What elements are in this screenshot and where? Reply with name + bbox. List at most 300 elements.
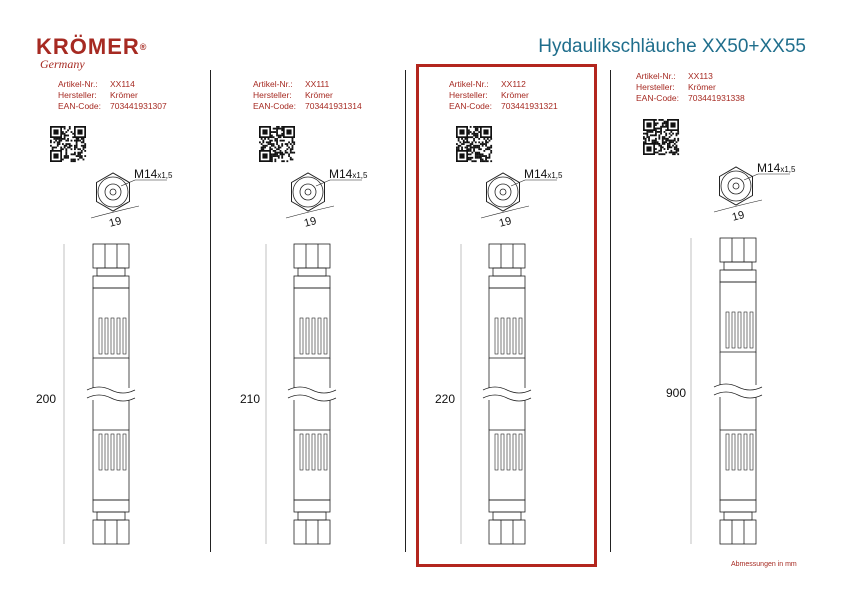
crimp-groove [117, 434, 120, 470]
qr-module [645, 138, 647, 140]
qr-module [281, 128, 283, 130]
qr-module [271, 145, 273, 147]
qr-module [278, 128, 280, 130]
qr-module [658, 128, 660, 130]
ean-value: 703441931321 [501, 101, 558, 111]
qr-module [652, 141, 654, 143]
qr-module [81, 141, 83, 143]
qr-module [643, 136, 645, 138]
bore-circle [305, 189, 311, 195]
qr-module [274, 153, 276, 155]
qr-module [77, 153, 79, 155]
qr-module [669, 133, 671, 135]
qr-module [81, 155, 83, 157]
qr-module [468, 141, 470, 143]
qr-module [268, 138, 270, 140]
qr-module [473, 150, 475, 152]
qr-module [489, 153, 491, 155]
qr-module [463, 143, 465, 145]
qr-module [50, 141, 52, 143]
qr-module [470, 147, 472, 149]
qr-finder [262, 129, 267, 134]
page-title: Hydaulikschläuche XX50+XX55 [538, 36, 806, 57]
qr-module [662, 143, 664, 145]
qr-module [482, 141, 484, 143]
break-line [483, 387, 531, 393]
qr-module [288, 147, 290, 149]
qr-module [280, 135, 282, 137]
qr-module [468, 150, 470, 152]
qr-module [643, 138, 645, 140]
qr-module [468, 136, 470, 138]
qr-module [71, 140, 73, 142]
qr-module [669, 152, 671, 154]
product-drawing-4 [691, 161, 796, 544]
qr-module [664, 153, 666, 155]
thread-pitch: x1,5 [547, 171, 563, 180]
qr-module [271, 140, 273, 142]
qr-module [468, 159, 470, 161]
qr-module [280, 128, 282, 130]
qr-module [473, 140, 475, 142]
qr-module [662, 138, 664, 140]
qr-finder [459, 129, 464, 134]
qr-module [487, 160, 489, 162]
crimp-groove [501, 434, 504, 470]
qr-module [482, 155, 484, 157]
qr-module [281, 133, 283, 135]
crimp-groove [495, 318, 498, 354]
qr-module [477, 153, 479, 155]
qr-module [292, 148, 294, 150]
qr-module [660, 146, 662, 148]
qr-finder [459, 153, 464, 158]
qr-module [482, 159, 484, 161]
qr-module [461, 138, 463, 140]
qr-module [665, 126, 667, 128]
qr-module [81, 145, 83, 147]
qr-module [276, 152, 278, 154]
brand-name: KRÖMER [36, 34, 140, 59]
qr-module [64, 136, 66, 138]
qr-module [655, 124, 657, 126]
qr-module [72, 160, 74, 162]
qr-module [64, 155, 66, 157]
qr-module [669, 141, 671, 143]
qr-module [278, 136, 280, 138]
qr-module [670, 131, 672, 133]
qr-module [471, 147, 473, 149]
crimp-groove [744, 312, 747, 348]
qr-module [71, 159, 73, 161]
qr-module [84, 150, 86, 152]
qr-module [264, 138, 266, 140]
qr-module [281, 135, 283, 137]
qr-module [485, 160, 487, 162]
qr-module [276, 155, 278, 157]
qr-module [664, 138, 666, 140]
qr-module [261, 148, 263, 150]
qr-module [77, 159, 79, 161]
qr-module [83, 145, 85, 147]
qr-module [292, 152, 294, 154]
qr-module [477, 152, 479, 154]
qr-module [477, 157, 479, 159]
qr-module [480, 153, 482, 155]
qr-module [660, 128, 662, 130]
qr-module [69, 143, 71, 145]
qr-module [276, 128, 278, 130]
qr-module [646, 134, 648, 136]
crimp-groove [324, 318, 327, 354]
qr-module [269, 147, 271, 149]
qr-module [292, 147, 294, 149]
qr-module [670, 150, 672, 152]
crimp-groove [123, 434, 126, 470]
qr-module [478, 131, 480, 133]
qr-module [57, 138, 59, 140]
qr-module [293, 152, 295, 154]
qr-module [283, 153, 285, 155]
qr-module [278, 145, 280, 147]
break-line [87, 387, 135, 393]
thread-pitch: x1,5 [352, 171, 368, 180]
qr-module [672, 133, 674, 135]
qr-module [278, 126, 280, 128]
ferrule-ring [720, 500, 756, 512]
qr-module [276, 153, 278, 155]
crimp-groove [318, 434, 321, 470]
qr-module [655, 129, 657, 131]
qr-module [276, 133, 278, 135]
qr-module [261, 143, 263, 145]
qr-module [676, 150, 678, 152]
crimp-groove [732, 312, 735, 348]
qr-module [281, 157, 283, 159]
qr-module [485, 155, 487, 157]
qr-module [292, 138, 294, 140]
manufacturer-value: Krömer [110, 90, 138, 100]
qr-module [71, 145, 73, 147]
qr-module [655, 141, 657, 143]
qr-module [74, 148, 76, 150]
qr-module [271, 159, 273, 161]
qr-module [456, 143, 458, 145]
qr-module [475, 147, 477, 149]
crimp-groove [495, 434, 498, 470]
qr-module [274, 128, 276, 130]
qr-module [60, 147, 62, 149]
qr-finder [77, 129, 82, 134]
crimp-groove [111, 434, 114, 470]
qr-module [77, 148, 79, 150]
ferrule-ring [93, 276, 129, 288]
qr-module [71, 153, 73, 155]
qr-module [478, 153, 480, 155]
qr-code [456, 126, 492, 162]
qr-module [655, 143, 657, 145]
qr-module [271, 153, 273, 155]
qr-module [665, 124, 667, 126]
qr-module [281, 153, 283, 155]
crimp-groove [738, 434, 741, 470]
qr-module [664, 136, 666, 138]
ean-label: EAN-Code: [253, 101, 296, 111]
crimp-groove [513, 434, 516, 470]
qr-code [643, 119, 679, 155]
qr-module [662, 136, 664, 138]
manufacturer-value: Krömer [501, 90, 529, 100]
qr-module [466, 148, 468, 150]
qr-module [658, 119, 660, 121]
wrench-size-label: 19 [497, 215, 513, 230]
qr-module [664, 131, 666, 133]
qr-module [286, 148, 288, 150]
registered-mark: ® [139, 42, 148, 52]
qr-finder [53, 129, 58, 134]
qr-module [62, 126, 64, 128]
qr-module [276, 131, 278, 133]
qr-module [285, 143, 287, 145]
qr-module [475, 136, 477, 138]
qr-module [269, 141, 271, 143]
qr-module [67, 138, 69, 140]
qr-module [261, 147, 263, 149]
qr-module [461, 148, 463, 150]
qr-module [280, 152, 282, 154]
qr-module [655, 152, 657, 154]
qr-module [665, 140, 667, 142]
crimp-groove [99, 318, 102, 354]
qr-code [50, 126, 86, 162]
qr-module [485, 148, 487, 150]
qr-module [648, 140, 650, 142]
manufacturer-label: Hersteller: [636, 82, 675, 92]
qr-module [269, 143, 271, 145]
thread-size: M14 [757, 161, 781, 175]
qr-module [662, 126, 664, 128]
qr-module [669, 140, 671, 142]
qr-module [466, 138, 468, 140]
crimp-groove [105, 434, 108, 470]
qr-module [84, 143, 86, 145]
qr-module [471, 136, 473, 138]
crimp-groove [744, 434, 747, 470]
qr-module [480, 148, 482, 150]
crimp-groove [105, 318, 108, 354]
qr-module [76, 138, 78, 140]
crimp-groove [306, 318, 309, 354]
qr-module [477, 129, 479, 131]
qr-module [74, 152, 76, 154]
qr-module [470, 126, 472, 128]
ferrule-ring [294, 500, 330, 512]
qr-module [269, 140, 271, 142]
qr-module [676, 141, 678, 143]
qr-module [485, 157, 487, 159]
qr-module [290, 143, 292, 145]
qr-module [466, 140, 468, 142]
crimp-groove [117, 318, 120, 354]
crimp-groove [738, 312, 741, 348]
qr-module [79, 157, 81, 159]
qr-module [83, 140, 85, 142]
qr-module [658, 131, 660, 133]
qr-module [65, 143, 67, 145]
qr-module [483, 138, 485, 140]
qr-module [83, 138, 85, 140]
ean-label: EAN-Code: [449, 101, 492, 111]
break-line [483, 395, 531, 401]
qr-module [477, 145, 479, 147]
qr-module [292, 159, 294, 161]
qr-module [653, 134, 655, 136]
qr-module [59, 143, 61, 145]
qr-module [274, 131, 276, 133]
qr-module [483, 150, 485, 152]
qr-module [660, 148, 662, 150]
qr-module [652, 131, 654, 133]
qr-module [660, 153, 662, 155]
qr-finder [262, 153, 267, 158]
qr-module [475, 135, 477, 137]
hose-hex-nut [720, 520, 756, 544]
hose-hex-nut [489, 244, 525, 268]
qr-module [470, 159, 472, 161]
qr-module [670, 134, 672, 136]
qr-module [477, 135, 479, 137]
qr-module [487, 141, 489, 143]
qr-module [50, 140, 52, 142]
qr-module [79, 152, 81, 154]
bore-circle [500, 189, 506, 195]
thread-circle [728, 178, 744, 194]
qr-module [262, 148, 264, 150]
break-line [714, 384, 762, 390]
nut-collar [298, 268, 326, 276]
qr-module [665, 121, 667, 123]
qr-module [489, 140, 491, 142]
qr-module [77, 152, 79, 154]
qr-module [290, 148, 292, 150]
qr-module [273, 153, 275, 155]
qr-module [478, 155, 480, 157]
qr-module [665, 141, 667, 143]
qr-module [84, 147, 86, 149]
qr-module [487, 147, 489, 149]
qr-module [60, 140, 62, 142]
qr-module [655, 138, 657, 140]
qr-module [79, 140, 81, 142]
qr-module [79, 153, 81, 155]
qr-module [458, 148, 460, 150]
qr-module [64, 126, 66, 128]
qr-module [653, 140, 655, 142]
qr-module [286, 145, 288, 147]
wrench-size-label: 19 [107, 215, 123, 230]
thread-label [329, 167, 368, 181]
qr-module [664, 141, 666, 143]
qr-module [461, 147, 463, 149]
product-drawing-2 [266, 167, 368, 544]
qr-module [55, 140, 57, 142]
qr-module [677, 150, 679, 152]
length-label: 900 [666, 386, 687, 400]
qr-module [655, 119, 657, 121]
qr-module [477, 128, 479, 130]
qr-module [271, 143, 273, 145]
qr-module [276, 141, 278, 143]
qr-module [664, 122, 666, 124]
qr-module [471, 133, 473, 135]
qr-module [660, 133, 662, 135]
qr-module [490, 150, 492, 152]
qr-module [62, 148, 64, 150]
qr-module [468, 153, 470, 155]
qr-module [463, 140, 465, 142]
qr-module [67, 135, 69, 137]
qr-finder [483, 129, 488, 134]
qr-module [662, 124, 664, 126]
nut-collar [97, 268, 125, 276]
qr-module [64, 157, 66, 159]
qr-module [477, 133, 479, 135]
qr-module [74, 140, 76, 142]
nut-collar [724, 262, 752, 270]
article-label: Artikel-Nr.: [253, 79, 293, 89]
qr-module [465, 138, 467, 140]
qr-module [276, 143, 278, 145]
qr-module [268, 141, 270, 143]
qr-module [64, 133, 66, 135]
article-number: XX113 [688, 71, 713, 81]
qr-module [478, 141, 480, 143]
qr-module [660, 150, 662, 152]
thread-circle [300, 184, 316, 200]
bore-circle [733, 183, 739, 189]
crimp-groove [99, 434, 102, 470]
qr-module [76, 147, 78, 149]
qr-module [658, 145, 660, 147]
nut-chamfer-circle [488, 177, 518, 207]
qr-module [477, 136, 479, 138]
qr-module [76, 155, 78, 157]
qr-module [483, 155, 485, 157]
hose-hex-nut [294, 244, 330, 268]
qr-module [657, 141, 659, 143]
qr-module [69, 145, 71, 147]
qr-module [655, 128, 657, 130]
length-label: 200 [36, 392, 57, 406]
qr-module [71, 160, 73, 162]
qr-module [281, 160, 283, 162]
nut-collar [298, 512, 326, 520]
ean-label: EAN-Code: [636, 93, 679, 103]
qr-module [65, 145, 67, 147]
qr-module [662, 146, 664, 148]
break-line [714, 392, 762, 398]
qr-module [67, 143, 69, 145]
qr-module [665, 129, 667, 131]
qr-module [79, 155, 81, 157]
qr-module [64, 145, 66, 147]
qr-module [471, 157, 473, 159]
nut-collar [493, 512, 521, 520]
qr-module [480, 159, 482, 161]
thread-pitch: x1,5 [157, 171, 173, 180]
qr-module [470, 150, 472, 152]
qr-module [489, 147, 491, 149]
